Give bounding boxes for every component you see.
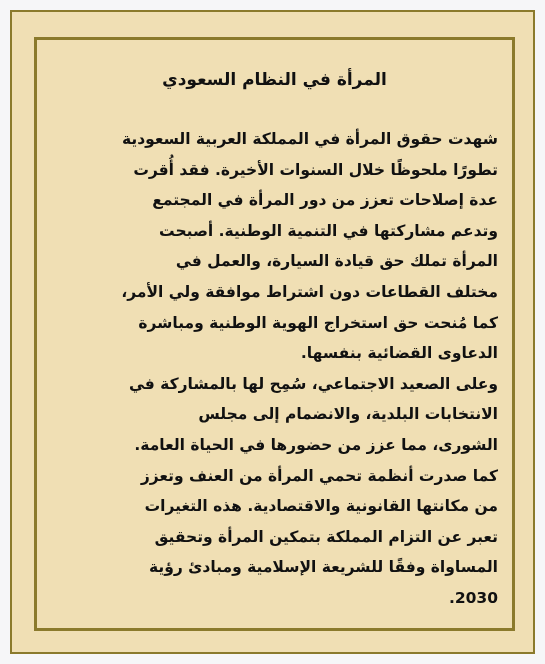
document-body	[49, 124, 498, 614]
text-line: 2030.	[448, 588, 498, 607]
text-line: وعلى الصعيد الاجتماعي، سُمِح لها بالمشاركة في	[128, 374, 498, 393]
text-line: من مكانتها القانونية والاقتصادية. هذه التغيرات	[144, 497, 498, 516]
text-line: كما مُنحت حق استخراج الهوية الوطنية ومباشرة	[138, 313, 498, 332]
text-line: كما صدرت أنظمة تحمي المرأة من العنف وتعزز	[140, 466, 498, 485]
text-line: الشورى، مما عزز من حضورها في الحياة العامة.	[134, 435, 498, 454]
document-title: المرأة في النظام السعودي	[162, 70, 387, 90]
text-line: وتدعم مشاركتها في التنمية الوطنية. أصبحت	[159, 221, 498, 240]
text-line: المساواة وفقًا للشريعة الإسلامية ومبادئ رؤية	[149, 558, 498, 577]
document-panel	[10, 10, 535, 654]
text-line: مختلف القطاعات دون اشتراط موافقة ولي الأمر،	[121, 282, 498, 301]
text-line: الدعاوى القضائية بنفسها.	[300, 344, 498, 363]
text-line: المرأة تملك حق قيادة السيارة، والعمل في	[175, 252, 498, 271]
text-line: عدة إصلاحات تعزز من دور المرأة في المجتمع	[152, 191, 498, 210]
text-line: تعبر عن التزام المملكة بتمكين المرأة وتحقيق	[154, 527, 498, 546]
text-line: الانتخابات البلدية، والانضمام إلى مجلس	[198, 405, 498, 424]
text-line: تطورًا ملحوظًا خلال السنوات الأخيرة. فقد أُقرت	[133, 160, 498, 179]
inner-border	[34, 37, 515, 631]
text-line: شهدت حقوق المرأة في المملكة العربية السعودية	[121, 130, 498, 148]
